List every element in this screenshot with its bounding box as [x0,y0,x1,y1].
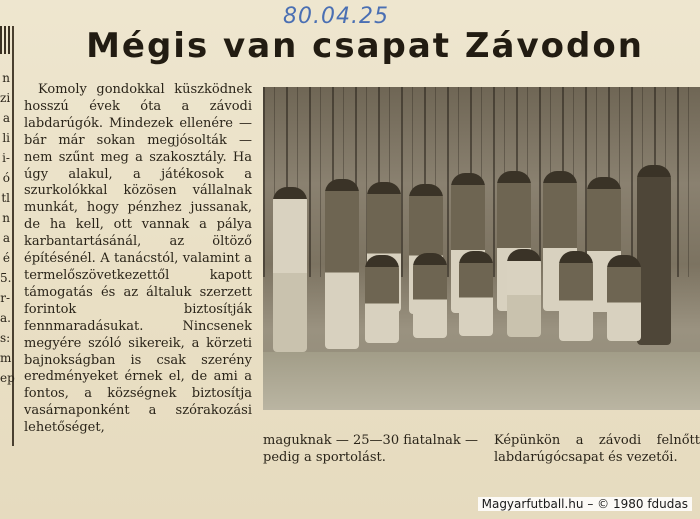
team-member-figure [413,253,447,338]
team-member-figure [607,255,641,341]
adjacent-column-fragment [0,26,14,446]
fragment-text: i- [2,151,10,165]
image-credit: Magyarfutball.hu – © 1980 fdudas [478,497,692,511]
team-member-figure [325,179,359,349]
photo-grass [263,352,700,410]
team-member-figure [507,249,541,337]
fragment-text: zi [0,91,11,105]
fragment-text: s: [0,331,11,345]
fragment-text: r- [0,291,10,305]
photo-caption: Képünkön a závodi felnőtt labdarúgócsapat és vezetői. [494,433,700,465]
team-member-figure [559,251,593,341]
fragment-text: n [2,71,10,85]
decorative-rule [0,26,12,54]
fragment-text: a. [0,311,11,325]
fragment-text: 5. [0,271,12,285]
fragment-text: tl [1,191,10,205]
fragment-text: m [0,351,12,365]
fragment-text: ep [0,371,15,385]
fragment-text: ó [2,171,10,185]
article-paragraph: Komoly gondokkal küszködnek hosszú évek óta a závodi labdarúgók. Mindezek ellenére — bár már sokan megjósolták — nem szűnt meg a szakosztály. Ha úgy alakul, a játékosok a szurkolókkal közösen vállalnak munkát, hogy pénzhez jussanak, de ha kell, ott vannak a pálya karbantartásánál, az öltöző építésénél. A tanácstól, valamint a termelőszövetkezettől kapott támogatás és az általuk szerzett forintok biztosítják fennmaradásukat. Nincsenek megyére szóló sikereik, a körzeti bajnokságban is csak szerény eredményeket érnek el, de ami a fontos, a községnek biztosítja vasárnaponként a szórakozási lehetőséget, [24,82,252,436]
team-member-figure [459,251,493,336]
fragment-text: a [2,111,10,125]
article-body-continuation: maguknak — 25—30 fiatalnak — pedig a sportolást. [263,433,478,465]
team-member-figure [365,255,399,343]
team-photo [263,87,700,410]
fragment-text: n [2,211,10,225]
fragment-text: li [2,131,10,145]
article-body-column [24,82,252,437]
article-headline: Mégis van csapat Závodon [86,26,644,66]
fragment-text: é [2,251,10,265]
fragment-text: a [2,231,10,245]
handwritten-date: 80.04.25 [283,4,389,29]
team-member-figure [637,165,671,345]
team-member-figure [273,187,307,352]
